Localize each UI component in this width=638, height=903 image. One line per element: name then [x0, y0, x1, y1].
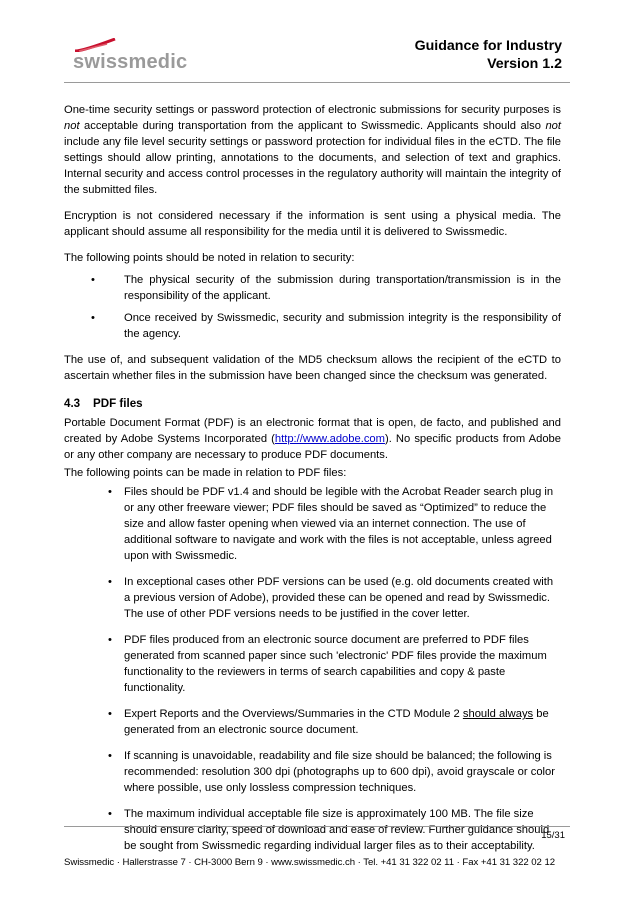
list-item: • The physical security of the submission during transportation/transmission is in the responsibility of the applicant. — [91, 274, 561, 302]
paragraph-security-settings: One-time security settings or password protection of electronic submissions for security purposes is not acceptable during transportation from the applicant to Swissmedic. Applicants should also not include any file level security settings or password protection for individual files in the eCTD. The file settings should allow printing, annotations to the documents, and selection of text and graphics. Internal security and access control processes in the regulatory authority will maintain the integrity of the submitted files. — [64, 104, 561, 196]
bullet-icon: • — [108, 634, 112, 646]
bullet-icon: • — [91, 312, 95, 324]
document-version: Version 1.2 — [487, 56, 562, 72]
page-body — [64, 102, 561, 854]
document-header — [415, 37, 562, 73]
adobe-link[interactable]: http://www.adobe.com — [274, 433, 385, 445]
list-item: • Once received by Swissmedic, security and submission integrity is the responsibility of the agency. — [91, 312, 561, 340]
section-heading: 4.3 PDF files — [64, 397, 143, 410]
list-item: • Expert Reports and the Overviews/Summaries in the CTD Module 2 should always be generated from an electronic source document. — [108, 708, 549, 736]
paragraph-encryption: Encryption is not considered necessary if the information is sent using a physical media. The applicant should assume all responsibility for the media until it is delivered to Swissmedic. — [64, 210, 561, 238]
list-item: • PDF files produced from an electronic source document are preferred to PDF files generated from scanned paper since such 'electronic' PDF files provide the maximum functionality to the reviewers in terms of search capabilities and copy & paste functionality. — [108, 634, 547, 694]
bullet-icon: • — [108, 750, 112, 762]
bullet-icon: • — [108, 708, 112, 720]
logo-mark-icon — [73, 38, 117, 52]
list-item: • If scanning is unavoidable, readability and file size should be balanced; the following is recommended: resolution 300 dpi (photographs up to 600 dpi), avoid grayscale or color where possible, use only lossless compression techniques. — [108, 750, 555, 794]
paragraph-security-intro: The following points should be noted in relation to security: — [64, 252, 355, 264]
footer-divider — [64, 826, 570, 827]
bullet-icon: • — [108, 808, 112, 820]
bullet-icon: • — [108, 486, 112, 498]
bullet-icon: • — [108, 576, 112, 588]
list-item: • In exceptional cases other PDF versions can be used (e.g. old documents created with a previous version of Adobe), provided these can be opened and read by Swissmedic. The use of other PDF versions needs to be justified in the cover letter. — [108, 576, 554, 620]
swissmedic-logo — [73, 38, 188, 73]
paragraph-md5: The use of, and subsequent validation of the MD5 checksum allows the recipient of the eCTD to ascertain whether files in the submission have been changed since the checksum was generated. — [64, 354, 561, 382]
paragraph-pdf-definition: Portable Document Format (PDF) is an electronic format that is open, de facto, and published and created by Adobe Systems Incorporated (http://www.adobe.com). No specific products from Adobe or any other company are necessary to produce PDF documents. — [64, 417, 562, 461]
footer-address: Swissmedic · Hallerstrasse 7 · CH-3000 Bern 9 · www.swissmedic.ch · Tel. +41 31 322 02 11 · Fax +41 31 322 02 12 — [64, 857, 556, 868]
list-item: • Files should be PDF v1.4 and should be legible with the Acrobat Reader search plug in or any other freeware viewer; PDF files should be saved as “Optimized” to reduce the size and allow faster opening when viewed via an internet connection. The use of additional software to navigate and work with the files is not acceptable, unless agreed upon with Swissmedic. — [108, 486, 554, 562]
list-item: • The maximum individual acceptable file size is approximately 100 MB. The file size should ensure clarity, speed of download and ease of review. Further guidance should be sought from Swissmedic regarding individual larger files as to their acceptability. — [108, 808, 550, 852]
paragraph-pdf-intro: The following points can be made in relation to PDF files: — [64, 467, 347, 479]
page-number: 15/31 — [541, 830, 565, 841]
header-divider — [64, 82, 570, 83]
document-title: Guidance for Industry — [414, 38, 562, 54]
bullet-icon: • — [91, 274, 95, 286]
logo-text: swissmedic — [73, 51, 188, 73]
